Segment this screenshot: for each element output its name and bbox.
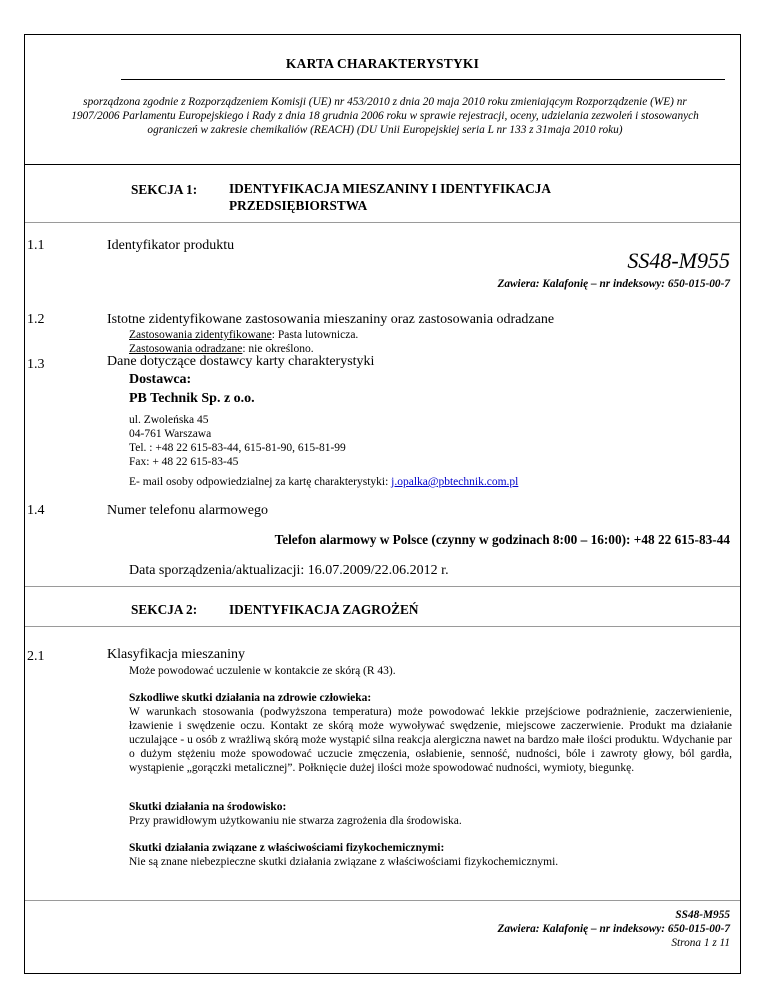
supplier-phone: Tel. : +48 22 615-83-44, 615-81-90, 615-81-99 bbox=[129, 442, 346, 454]
advised-uses-label: Zastosowania odradzane bbox=[129, 343, 243, 355]
subsection-1-1-heading: Identyfikator produktu bbox=[107, 238, 235, 253]
identified-uses-label: Zastosowania zidentyfikowane bbox=[129, 329, 272, 341]
section1-title bbox=[229, 180, 551, 214]
identified-uses bbox=[129, 328, 358, 342]
alarm-phone: Telefon alarmowy w Polsce (czynny w godzinach 8:00 – 16:00): +48 22 615-83-44 bbox=[274, 532, 730, 547]
header-separator bbox=[25, 164, 740, 165]
footer bbox=[497, 908, 730, 950]
title-underline bbox=[121, 79, 725, 80]
email-label: E- mail osoby odpowiedzialnej za kartę charakterystyki: bbox=[129, 476, 392, 488]
section1-title-line1: IDENTYFIKACJA MIESZANINY I IDENTYFIKACJA bbox=[229, 181, 551, 196]
section1-title-line2: PRZEDSIĘBIORSTWA bbox=[229, 198, 368, 213]
supplier-company: PB Technik Sp. z o.o. bbox=[129, 391, 255, 406]
subsection-2-1-heading: Klasyfikacja mieszaniny bbox=[107, 647, 246, 662]
identified-uses-value: : Pasta lutownicza. bbox=[271, 329, 359, 341]
email-line bbox=[129, 475, 518, 489]
subsection-1-1-number: 1.1 bbox=[27, 238, 45, 253]
regulation-intro: sporządzona zgodnie z Rozporządzeniem Komisji (UE) nr 453/2010 z dnia 20 maja 2010 roku zmieniającym Rozporządzenie (WE) nr 1907/2006 Parlamentu Europejskiego i Rady z dnia 18 grudnia 2006 roku w sprawie rejestracji, oceny, udzielania zezwoleń i stosowanych ograniczeń w zakresie chemikaliów (REACH) (DU Unii Europejskiej seria L nr 133 z 31maja 2010 roku) bbox=[71, 96, 699, 136]
physchem-text: Nie są znane niebezpieczne skutki działania związane z właściwościami fizykochemicznymi. bbox=[129, 856, 559, 868]
subsection-1-4-number: 1.4 bbox=[27, 503, 45, 518]
environment-heading: Skutki działania na środowisko: bbox=[129, 801, 287, 813]
subsection-1-4-heading: Numer telefonu alarmowego bbox=[107, 503, 268, 518]
footer-page-number: Strona 1 z 11 bbox=[671, 937, 730, 949]
section1-rule bbox=[25, 222, 740, 223]
health-effects-heading: Szkodliwe skutki działania na zdrowie człowieka: bbox=[129, 692, 372, 704]
physchem-heading: Skutki działania związane z właściwościami fizykochemicznymi: bbox=[129, 842, 445, 854]
section2-title: IDENTYFIKACJA ZAGROŻEŃ bbox=[229, 602, 419, 617]
subsection-1-3-heading: Dane dotyczące dostawcy karty charakterystyki bbox=[107, 354, 375, 369]
product-contains: Zawiera: Kalafonię – nr indeksowy: 650-015-00-7 bbox=[497, 278, 730, 290]
supplier-fax: Fax: + 48 22 615-83-45 bbox=[129, 456, 239, 468]
supplier-city: 04-761 Warszawa bbox=[129, 428, 212, 440]
document-page bbox=[24, 34, 741, 974]
supplier-address bbox=[129, 413, 346, 469]
supplier-street: ul. Zwoleńska 45 bbox=[129, 414, 209, 426]
section2-top-rule bbox=[25, 586, 740, 587]
product-code: SS48-M955 bbox=[627, 248, 730, 273]
health-effects-text: W warunkach stosowania (podwyższona temperatura) może powodować lekkie przejściowe podrażnienie, zaczerwienienie, łzawienie i swędzenie oczu. Kontakt ze skórą może wywoływać swędzenie, miejscowe zaczerwienie. Produkt ma działanie uczulające - u osób z wrażliwą skórą może wystąpić silna reakcja alergiczna nawet na bardzo małe ilości produktu. Wdychanie par o dużym stężeniu może spowodować uczucie zmęczenia, osłabienie, senność, nudności, bóle i zawroty głowy, ból gardła, wystąpienie „gorączki metalicznej”. Połknięcie dużej ilości może spowodować nudności, wymioty, biegunkę. bbox=[129, 706, 732, 774]
subsection-1-3-number: 1.3 bbox=[27, 357, 45, 372]
subsection-1-2-number: 1.2 bbox=[27, 312, 45, 327]
environment-text: Przy prawidłowym użytkowaniu nie stwarza zagrożenia dla środowiska. bbox=[129, 815, 462, 827]
email-link[interactable]: j.opalka@pbtechnik.com.pl bbox=[391, 476, 519, 488]
supplier-label: Dostawca: bbox=[129, 372, 192, 387]
section2-rule bbox=[25, 626, 740, 627]
document-title: KARTA CHARAKTERYSTYKI bbox=[285, 56, 480, 71]
subsection-1-2-heading: Istotne zidentyfikowane zastosowania mieszaniny oraz zastosowania odradzane bbox=[107, 312, 555, 327]
date-line: Data sporządzenia/aktualizacji: 16.07.2009/22.06.2012 r. bbox=[129, 563, 449, 578]
footer-rule bbox=[25, 900, 740, 901]
footer-product-code: SS48-M955 bbox=[675, 909, 730, 921]
classification-text: Może powodować uczulenie w kontakcie ze skórą (R 43). bbox=[129, 665, 396, 677]
subsection-2-1-number: 2.1 bbox=[27, 649, 45, 664]
section1-label: SEKCJA 1: bbox=[131, 182, 198, 197]
footer-contains: Zawiera: Kalafonię – nr indeksowy: 650-015-00-7 bbox=[497, 923, 730, 935]
section2-label: SEKCJA 2: bbox=[131, 602, 198, 617]
advised-uses-value: : nie określono. bbox=[242, 343, 314, 355]
